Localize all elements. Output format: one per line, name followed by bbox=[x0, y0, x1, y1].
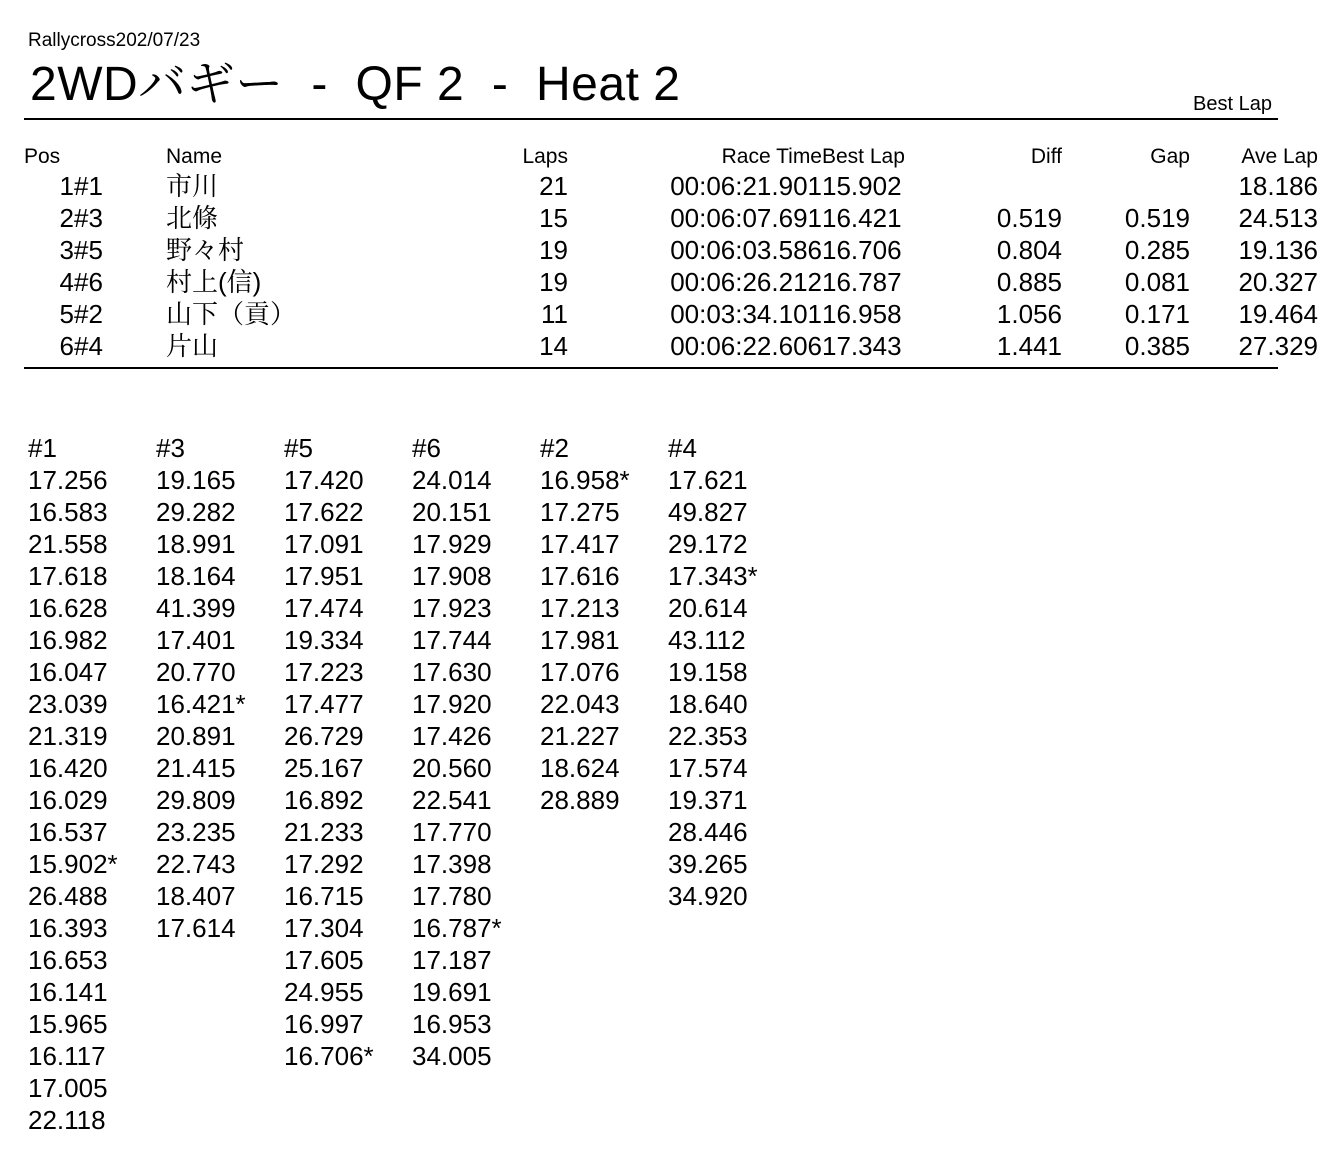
lap-time: 21.227 bbox=[540, 721, 620, 751]
driver-name-cell: 村上(信) bbox=[166, 267, 262, 297]
driver-name-cell: 山下（貢） bbox=[166, 299, 297, 329]
best-lap-cell: 16.958 bbox=[822, 299, 902, 329]
lap-time: 16.141 bbox=[28, 977, 108, 1007]
lap-column bbox=[156, 432, 284, 1136]
results-header-row bbox=[24, 144, 1318, 170]
lap-time: 28.446 bbox=[668, 817, 748, 847]
lap-time: 17.256 bbox=[28, 465, 108, 495]
results-row bbox=[24, 234, 1318, 266]
lap-time: 22.043 bbox=[540, 689, 620, 719]
diff-cell: 1.056 bbox=[996, 299, 1062, 329]
col-header-race-time: Race Time bbox=[721, 145, 822, 168]
ave-lap-cell: 27.329 bbox=[1238, 331, 1318, 361]
lap-time: 16.420 bbox=[28, 753, 108, 783]
lap-time: 17.630 bbox=[412, 657, 492, 687]
lap-time: 17.474 bbox=[284, 593, 364, 623]
lap-time: 16.421* bbox=[156, 689, 246, 719]
laps-cell: 19 bbox=[539, 267, 568, 297]
pos-cell: 4 bbox=[59, 267, 74, 297]
lap-time: 17.908 bbox=[412, 561, 492, 591]
lap-time: 19.158 bbox=[668, 657, 748, 687]
lap-time: 17.477 bbox=[284, 689, 364, 719]
pos-cell: 5 bbox=[59, 299, 74, 329]
best-lap-cell: 16.421 bbox=[822, 203, 902, 233]
lap-time: 17.605 bbox=[284, 945, 364, 975]
lap-time: 17.621 bbox=[668, 465, 748, 495]
lap-time: 16.117 bbox=[28, 1041, 106, 1071]
results-row bbox=[24, 330, 1318, 362]
lap-time: 34.920 bbox=[668, 881, 748, 911]
lap-time: 16.393 bbox=[28, 913, 108, 943]
lap-column-header: #3 bbox=[156, 433, 185, 463]
lap-time: 41.399 bbox=[156, 593, 236, 623]
lap-column-header: #2 bbox=[540, 433, 569, 463]
gap-cell: 0.081 bbox=[1124, 267, 1190, 297]
lap-time: 17.187 bbox=[412, 945, 492, 975]
lap-time: 17.275 bbox=[540, 497, 620, 527]
diff-cell: 1.441 bbox=[996, 331, 1062, 361]
best-lap-cell: 17.343 bbox=[822, 331, 902, 361]
lap-time: 20.151 bbox=[412, 497, 492, 527]
lap-column-header: #1 bbox=[28, 433, 57, 463]
gap-cell: 0.171 bbox=[1124, 299, 1190, 329]
lap-time: 17.614 bbox=[156, 913, 236, 943]
lap-time: 17.622 bbox=[284, 497, 364, 527]
diff-cell bbox=[932, 170, 1062, 202]
lap-time: 17.292 bbox=[284, 849, 364, 879]
lap-time: 15.902* bbox=[28, 849, 118, 879]
col-header-diff: Diff bbox=[1030, 145, 1062, 168]
lap-time: 16.953 bbox=[412, 1009, 492, 1039]
car-number-cell: #1 bbox=[74, 171, 103, 201]
lap-time: 18.624 bbox=[540, 753, 620, 783]
lap-time: 16.706* bbox=[284, 1041, 374, 1071]
results-row bbox=[24, 298, 1318, 330]
pos-cell: 3 bbox=[59, 235, 74, 265]
gap-cell bbox=[1062, 170, 1190, 202]
driver-name-cell: 市川 bbox=[166, 171, 219, 201]
results-row bbox=[24, 202, 1318, 234]
lap-column bbox=[28, 432, 156, 1136]
lap-time: 17.780 bbox=[412, 881, 492, 911]
lap-time: 17.223 bbox=[284, 657, 364, 687]
gap-cell: 0.519 bbox=[1124, 203, 1190, 233]
race-time-cell: 00:06:26.212 bbox=[670, 267, 822, 297]
lap-time: 17.618 bbox=[28, 561, 108, 591]
laps-cell: 14 bbox=[539, 331, 568, 361]
lap-time: 29.809 bbox=[156, 785, 236, 815]
laps-cell: 19 bbox=[539, 235, 568, 265]
lap-time: 17.616 bbox=[540, 561, 620, 591]
lap-time: 17.417 bbox=[540, 529, 620, 559]
race-time-cell: 00:06:22.606 bbox=[670, 331, 822, 361]
page-title: 2WDバギー - QF 2 - Heat 2 bbox=[30, 58, 681, 111]
lap-column-header: #5 bbox=[284, 433, 313, 463]
lap-time: 17.744 bbox=[412, 625, 492, 655]
diff-cell: 0.804 bbox=[996, 235, 1062, 265]
col-header-gap: Gap bbox=[1150, 145, 1190, 168]
gap-cell: 0.285 bbox=[1124, 235, 1190, 265]
laps-cell: 11 bbox=[541, 299, 568, 329]
lap-column-header: #6 bbox=[412, 433, 441, 463]
gap-cell: 0.385 bbox=[1124, 331, 1190, 361]
lap-time: 17.920 bbox=[412, 689, 492, 719]
lap-time: 24.014 bbox=[412, 465, 492, 495]
lap-time: 16.982 bbox=[28, 625, 108, 655]
lap-time: 19.165 bbox=[156, 465, 236, 495]
lap-time: 39.265 bbox=[668, 849, 748, 879]
lap-time: 18.164 bbox=[156, 561, 236, 591]
lap-time: 16.715 bbox=[284, 881, 364, 911]
col-header-best-lap: Best Lap bbox=[822, 145, 905, 168]
lap-time: 43.112 bbox=[668, 625, 746, 655]
lap-time: 15.965 bbox=[28, 1009, 108, 1039]
driver-name-cell: 北條 bbox=[166, 203, 219, 233]
diff-cell: 0.885 bbox=[996, 267, 1062, 297]
lap-time: 18.640 bbox=[668, 689, 748, 719]
lap-time: 16.583 bbox=[28, 497, 108, 527]
lap-time: 20.770 bbox=[156, 657, 236, 687]
driver-name-cell: 野々村 bbox=[166, 235, 245, 265]
bottom-divider bbox=[24, 367, 1278, 369]
lap-time: 17.951 bbox=[284, 561, 364, 591]
lap-time: 20.614 bbox=[668, 593, 748, 623]
best-lap-cell: 15.902 bbox=[822, 171, 902, 201]
ave-lap-cell: 18.186 bbox=[1238, 171, 1318, 201]
col-header-pos: Pos bbox=[24, 145, 61, 168]
race-time-cell: 00:06:21.901 bbox=[670, 171, 822, 201]
results-row bbox=[24, 170, 1318, 202]
sort-label: Best Lap bbox=[1193, 93, 1272, 115]
lap-column bbox=[284, 432, 412, 1136]
lap-time: 22.743 bbox=[156, 849, 236, 879]
lap-column bbox=[668, 432, 796, 1136]
lap-time: 17.929 bbox=[412, 529, 492, 559]
lap-time: 17.304 bbox=[284, 913, 364, 943]
lap-time: 16.029 bbox=[28, 785, 108, 815]
car-number-cell: #4 bbox=[74, 331, 103, 361]
ave-lap-cell: 24.513 bbox=[1238, 203, 1318, 233]
top-divider bbox=[24, 118, 1278, 120]
best-lap-cell: 16.787 bbox=[822, 267, 902, 297]
lap-time: 16.997 bbox=[284, 1009, 364, 1039]
car-number-cell: #6 bbox=[74, 267, 103, 297]
lap-column bbox=[412, 432, 540, 1136]
lap-time: 17.426 bbox=[412, 721, 492, 751]
lap-time: 22.541 bbox=[412, 785, 492, 815]
lap-time: 17.398 bbox=[412, 849, 492, 879]
lap-time: 17.076 bbox=[540, 657, 620, 687]
lap-time: 28.889 bbox=[540, 785, 620, 815]
lap-time: 17.005 bbox=[28, 1073, 108, 1103]
car-number-cell: #2 bbox=[74, 299, 103, 329]
ave-lap-cell: 20.327 bbox=[1238, 267, 1318, 297]
ave-lap-cell: 19.464 bbox=[1238, 299, 1318, 329]
car-number-cell: #3 bbox=[74, 203, 103, 233]
results-row bbox=[24, 266, 1318, 298]
lap-time: 20.560 bbox=[412, 753, 492, 783]
col-header-name: Name bbox=[166, 145, 223, 168]
lap-time: 26.488 bbox=[28, 881, 108, 911]
lap-column-header: #4 bbox=[668, 433, 697, 463]
lap-time: 17.574 bbox=[668, 753, 748, 783]
lap-time: 21.319 bbox=[28, 721, 108, 751]
lap-time: 16.628 bbox=[28, 593, 108, 623]
col-header-laps: Laps bbox=[522, 145, 568, 168]
lap-time: 16.892 bbox=[284, 785, 364, 815]
lap-time: 18.407 bbox=[156, 881, 236, 911]
ave-lap-cell: 19.136 bbox=[1238, 235, 1318, 265]
lap-time: 17.091 bbox=[284, 529, 364, 559]
lap-time: 49.827 bbox=[668, 497, 748, 527]
laps-cell: 21 bbox=[539, 171, 568, 201]
lap-time: 26.729 bbox=[284, 721, 364, 751]
lap-times-grid bbox=[28, 432, 796, 1136]
lap-time: 21.233 bbox=[284, 817, 364, 847]
lap-time: 17.401 bbox=[156, 625, 236, 655]
lap-time: 17.981 bbox=[540, 625, 620, 655]
lap-time: 16.653 bbox=[28, 945, 108, 975]
results-table bbox=[24, 144, 1318, 362]
pos-cell: 1 bbox=[59, 171, 74, 201]
lap-time: 19.371 bbox=[668, 785, 748, 815]
lap-time: 22.353 bbox=[668, 721, 748, 751]
car-number-cell: #5 bbox=[74, 235, 103, 265]
driver-name-cell: 片山 bbox=[166, 331, 219, 361]
results-body bbox=[24, 170, 1318, 362]
diff-cell: 0.519 bbox=[996, 203, 1062, 233]
best-lap-cell: 16.706 bbox=[822, 235, 902, 265]
pos-cell: 6 bbox=[59, 331, 74, 361]
col-header-ave-lap: Ave Lap bbox=[1241, 145, 1318, 168]
lap-time: 21.415 bbox=[156, 753, 236, 783]
lap-time: 22.118 bbox=[28, 1105, 106, 1135]
lap-time: 17.343* bbox=[668, 561, 758, 591]
lap-time: 29.172 bbox=[668, 529, 748, 559]
lap-time: 16.537 bbox=[28, 817, 108, 847]
col-header-number bbox=[74, 144, 166, 170]
lap-time: 34.005 bbox=[412, 1041, 492, 1071]
lap-time: 17.923 bbox=[412, 593, 492, 623]
lap-time: 23.235 bbox=[156, 817, 236, 847]
race-time-cell: 00:06:07.691 bbox=[670, 203, 822, 233]
lap-time: 17.770 bbox=[412, 817, 492, 847]
lap-time: 19.334 bbox=[284, 625, 364, 655]
lap-time: 23.039 bbox=[28, 689, 108, 719]
lap-time: 16.787* bbox=[412, 913, 502, 943]
pos-cell: 2 bbox=[59, 203, 74, 233]
event-subtitle: Rallycross202/07/23 bbox=[28, 30, 201, 51]
lap-time: 25.167 bbox=[284, 753, 364, 783]
race-time-cell: 00:03:34.101 bbox=[670, 299, 822, 329]
lap-time: 17.213 bbox=[540, 593, 620, 623]
laps-cell: 15 bbox=[539, 203, 568, 233]
lap-time: 17.420 bbox=[284, 465, 364, 495]
lap-column bbox=[540, 432, 668, 1136]
lap-time: 19.691 bbox=[412, 977, 492, 1007]
lap-time: 29.282 bbox=[156, 497, 236, 527]
lap-time: 21.558 bbox=[28, 529, 108, 559]
lap-time: 16.958* bbox=[540, 465, 630, 495]
lap-time: 24.955 bbox=[284, 977, 364, 1007]
race-time-cell: 00:06:03.586 bbox=[670, 235, 822, 265]
lap-time: 18.991 bbox=[156, 529, 236, 559]
lap-time: 16.047 bbox=[28, 657, 108, 687]
lap-time: 20.891 bbox=[156, 721, 236, 751]
